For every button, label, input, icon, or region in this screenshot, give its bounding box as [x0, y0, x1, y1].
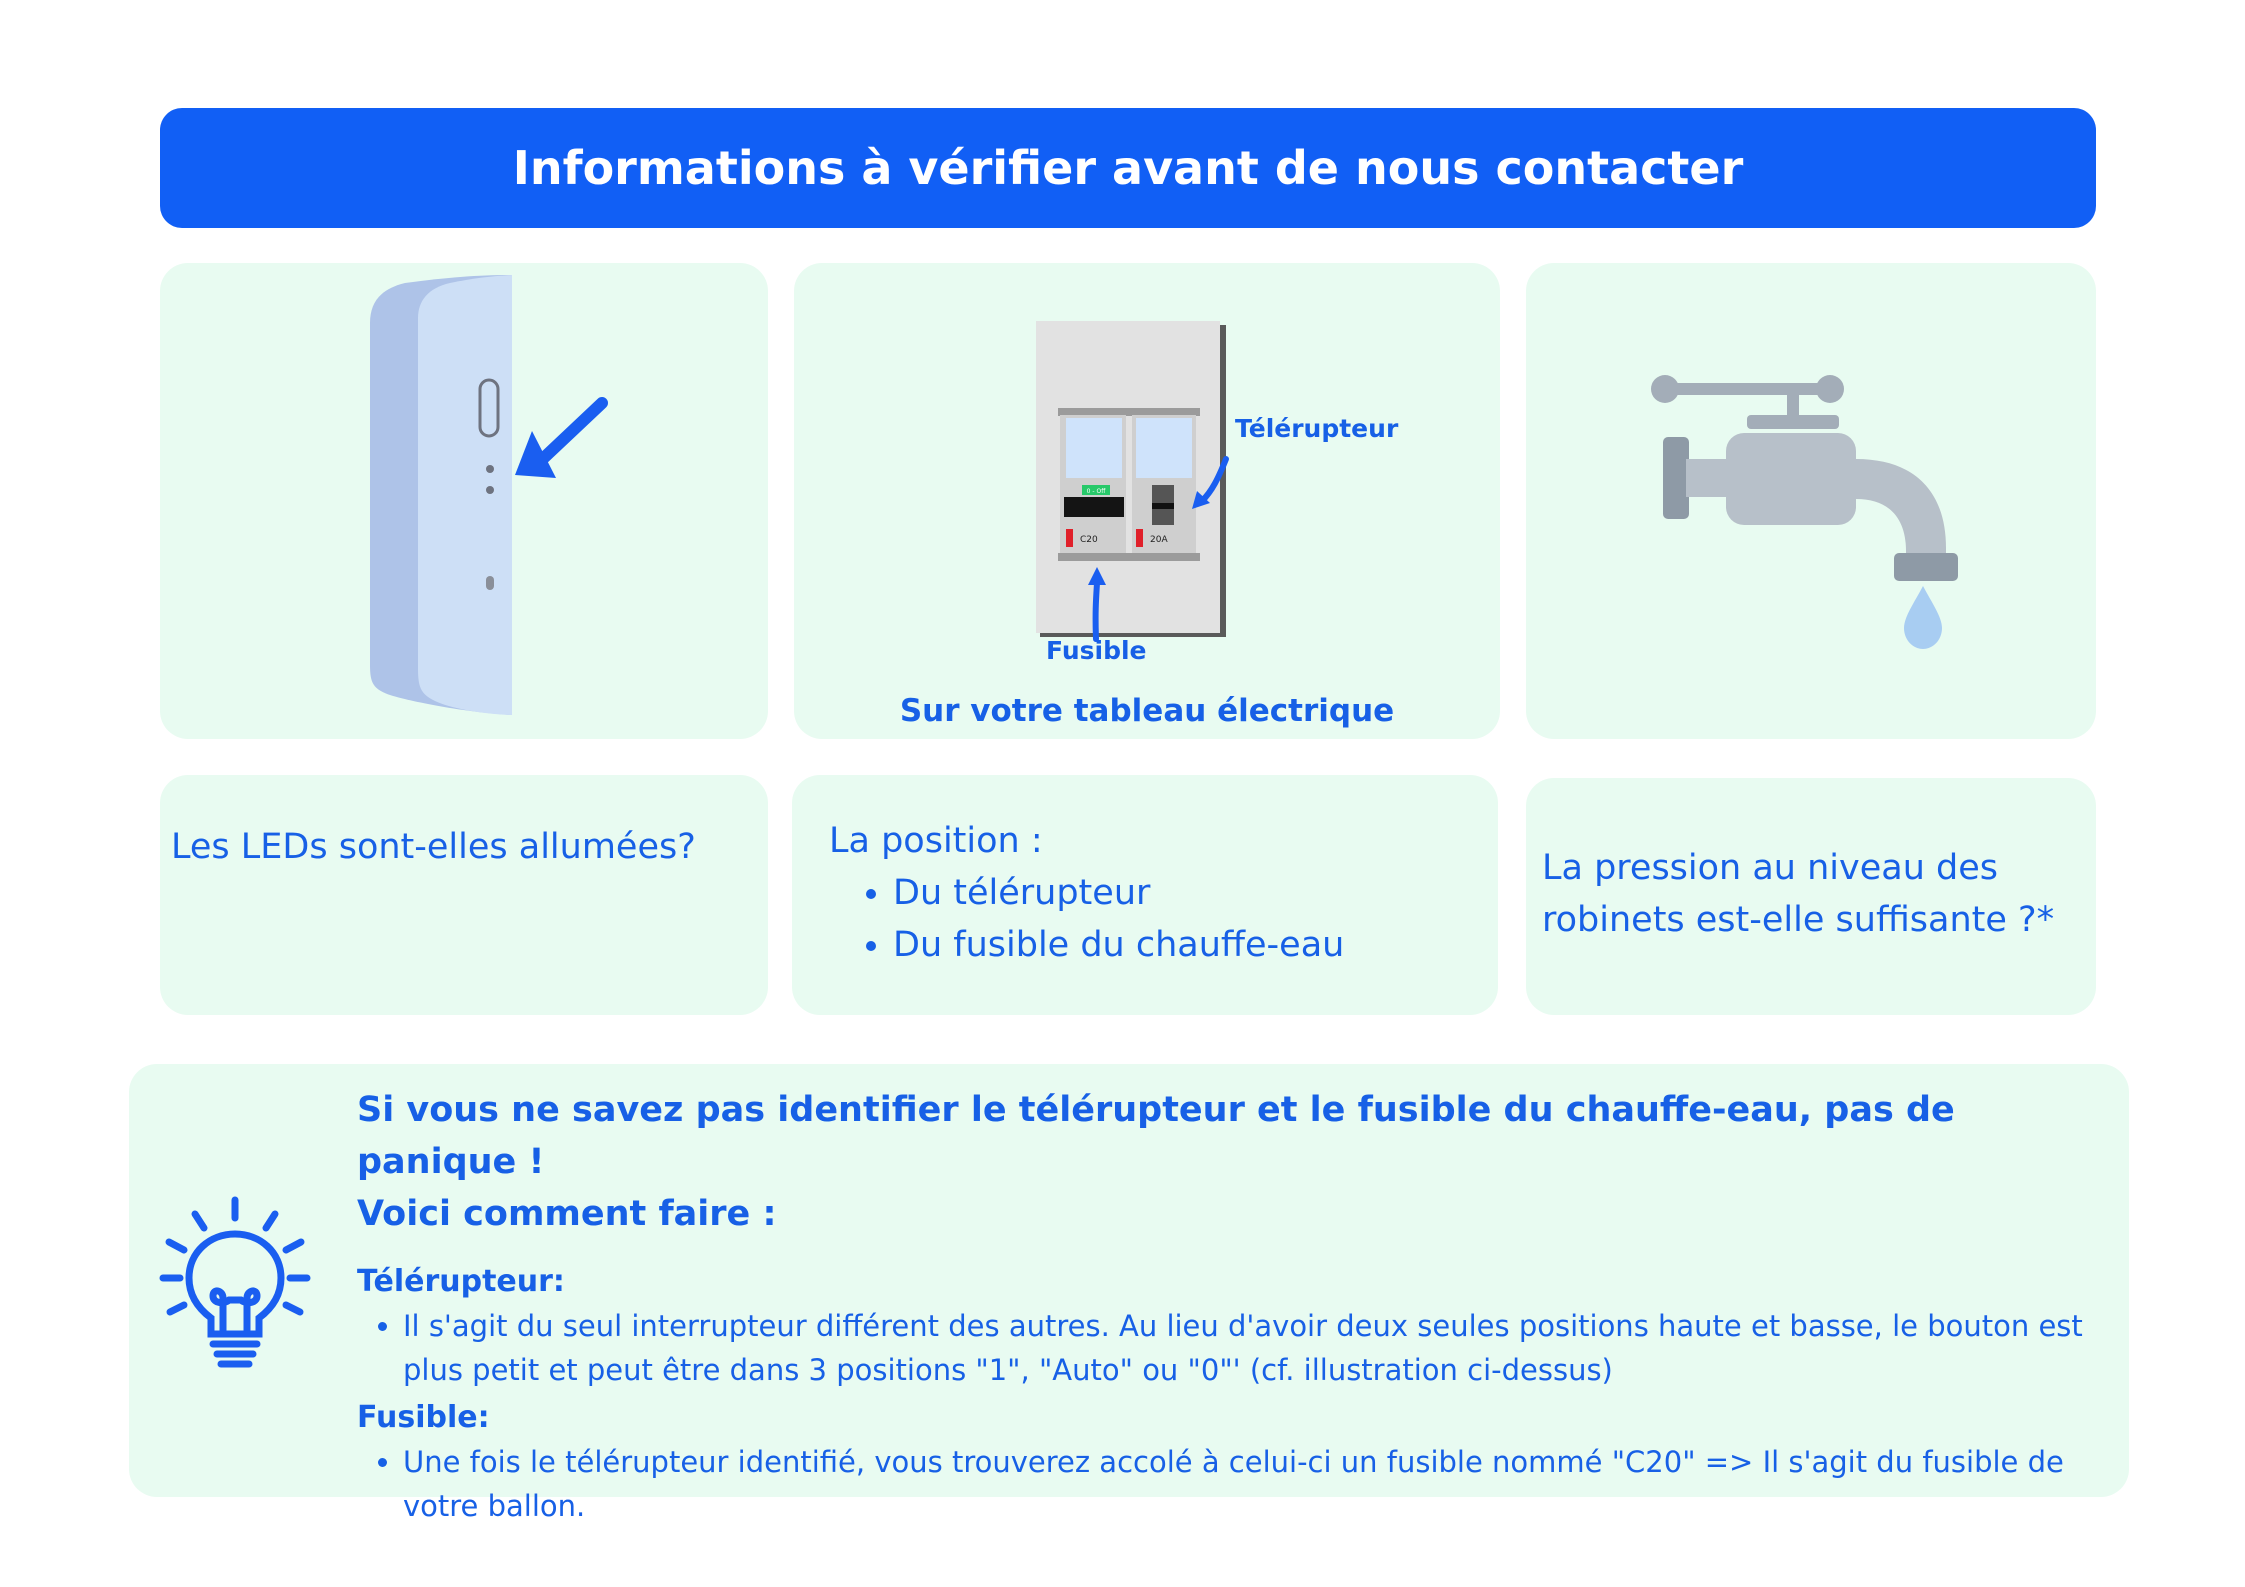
telerupteur-label: Télérupteur — [1235, 414, 1399, 443]
breaker-switch-label: 0 - Off — [1086, 488, 1106, 495]
pressure-question-card — [1526, 778, 2096, 1015]
list-item: • Il s'agit du seul interrupteur différent des autres. Au lieu d'avoir deux seules positions haute et basse, le bouton est plus petit et peut être dans 3 positions "1", "Auto" ou "0"' (cf. illustration ci-dessus) — [403, 1304, 2117, 1392]
list-item: • Du télérupteur — [893, 867, 1344, 919]
position-title: La position : — [829, 821, 1043, 861]
tip-title-line2: Voici comment faire : — [357, 1194, 777, 1234]
fusible-list — [357, 1440, 2117, 1528]
electrical-panel-illustration — [794, 263, 1500, 739]
pressure-question: La pression au niveau des robinets est-elle suffisante ?* — [1542, 848, 2055, 940]
fusible-label: Fusible — [1046, 636, 1147, 665]
leds-question-card — [160, 775, 768, 1015]
leds-question: Les LEDs sont-elles allumées? — [171, 827, 696, 867]
tip-panel — [129, 1064, 2129, 1523]
faucet-icon — [1526, 263, 2096, 739]
device-image-card — [160, 263, 768, 739]
breaker-left-rating: C20 — [1080, 535, 1098, 545]
fusible-heading: Fusible: — [357, 1400, 490, 1435]
position-question-card — [792, 775, 1498, 1015]
panel-image-card — [794, 263, 1500, 739]
position-question — [829, 815, 1344, 971]
tip-content — [357, 1084, 2117, 1528]
tip-title-line1: Si vous ne savez pas identifier le télérupteur et le fusible du chauffe-eau, pas de panique ! — [357, 1090, 1955, 1182]
faucet-image-card — [1526, 263, 2096, 739]
tip-body — [357, 1260, 2117, 1528]
list-item: • Du fusible du chauffe-eau — [893, 919, 1344, 971]
water-heater-device-illustration — [160, 263, 768, 739]
panel-caption: Sur votre tableau électrique — [899, 693, 1395, 729]
position-list — [829, 867, 1344, 971]
page-title: Informations à vérifier avant de nous contacter — [512, 141, 1744, 195]
breaker-right-rating: 20A — [1150, 535, 1168, 545]
arrow-icon — [515, 403, 602, 478]
telerupteur-list — [357, 1304, 2117, 1392]
list-item: • Une fois le télérupteur identifié, vous trouverez accolé à celui-ci un fusible nommé "C20" => Il s'agit du fusible de votre ballon. — [403, 1440, 2117, 1528]
lightbulb-icon — [155, 1192, 315, 1372]
header-banner — [160, 108, 2096, 228]
telerupteur-heading: Télérupteur: — [357, 1264, 565, 1299]
